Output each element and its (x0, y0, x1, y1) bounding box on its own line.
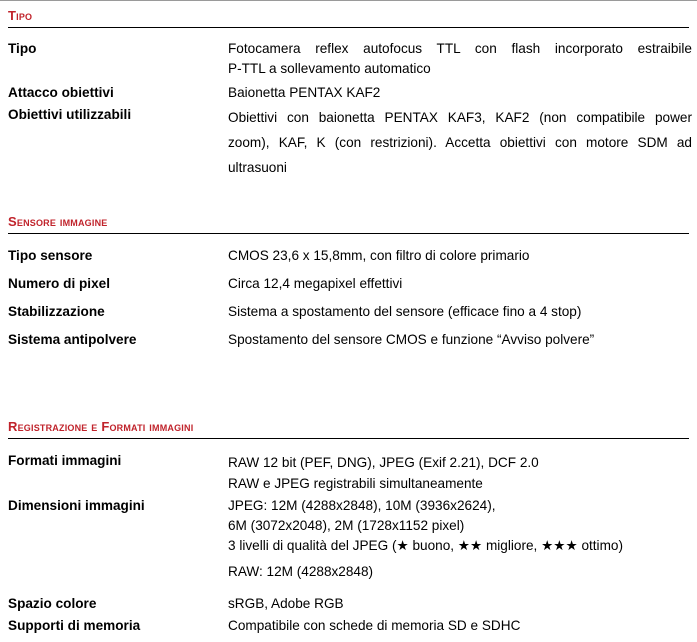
section-heading-registrazione-formati: Registrazione e Formati immagini (8, 417, 689, 439)
spec-value: Compatibile con schede di memoria SD e SDHC (228, 618, 521, 633)
spec-value: Obiettivi con baionetta PENTAX KAF3, KAF2 (non compatibile power zoom), KAF, K (con restrizioni). Accetta obiettivi con motore SDM ad ultrasuoni (228, 110, 692, 175)
spec-value: Spostamento del sensore CMOS e funzione “Avviso polvere” (228, 332, 595, 347)
spec-value: Circa 12,4 megapixel effettivi (228, 276, 403, 291)
spec-label: Formati immagini (8, 453, 122, 468)
spec-label: Dimensioni immagini (8, 498, 145, 513)
spec-label: Tipo sensore (8, 248, 93, 263)
section-heading-tipo: Tipo (8, 6, 689, 28)
spec-label: Stabilizzazione (8, 304, 105, 319)
spec-value: CMOS 23,6 x 15,8mm, con filtro di colore primario (228, 248, 530, 263)
spec-value: RAW 12 bit (PEF, DNG), JPEG (Exif 2.21), DCF 2.0 RAW e JPEG registrabili simultaneamente (228, 455, 539, 491)
spec-label: Obiettivi utilizzabili (8, 107, 132, 122)
spec-value: Sistema a spostamento del sensore (efficace fino a 4 stop) (228, 304, 582, 319)
spec-label: Numero di pixel (8, 276, 110, 291)
top-rule (0, 0, 697, 1)
section-heading-sensore-immagine: Sensore immagine (8, 212, 689, 234)
spec-label: Tipo (8, 41, 37, 56)
spec-label: Attacco obiettivi (8, 85, 114, 100)
spec-value: Fotocamera reflex autofocus TTL con flash incorporato estraibile P-TTL a sollevamento automatico (228, 41, 692, 76)
spec-value: sRGB, Adobe RGB (228, 596, 344, 611)
spec-label: Sistema antipolvere (8, 332, 137, 347)
spec-label: Supporti di memoria (8, 618, 141, 633)
spec-value: Baionetta PENTAX KAF2 (228, 85, 381, 100)
spec-label: Spazio colore (8, 596, 97, 611)
spec-value: JPEG: 12M (4288x2848), 10M (3936x2624), 6M (3072x2048), 2M (1728x1152 pixel) 3 livelli di qualità del JPEG (★ buono, ★★ migliore, ★★★ ottimo) RAW: 12M (4288x2848) (228, 498, 623, 579)
